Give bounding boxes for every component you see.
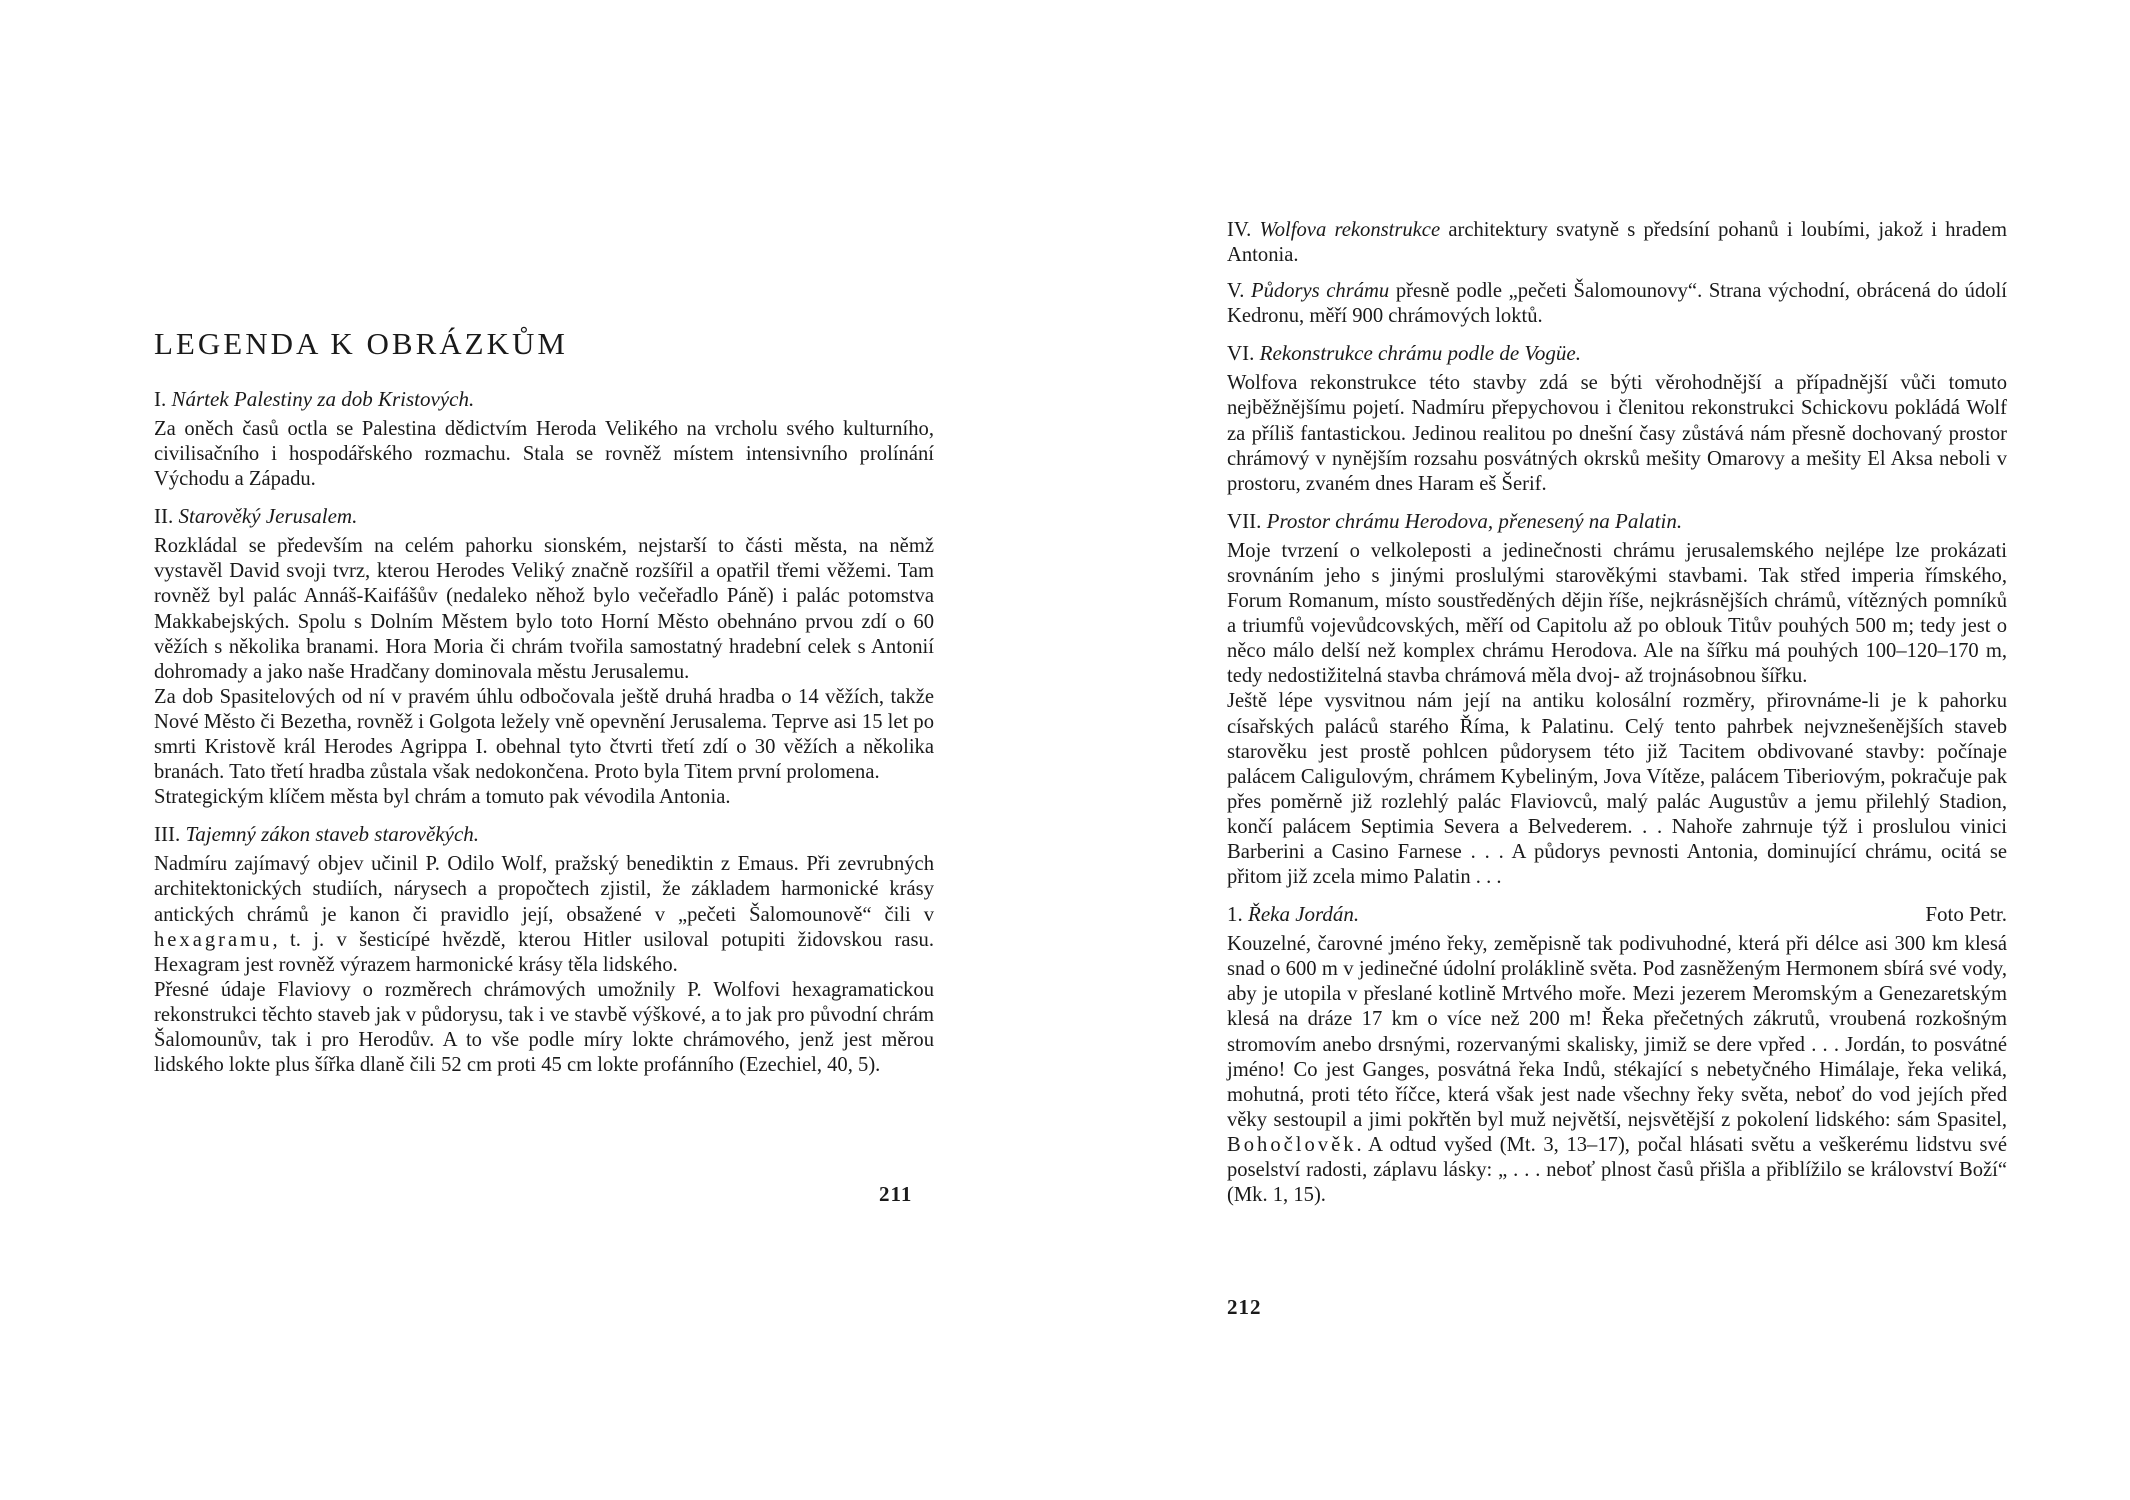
section-paragraph: Přesné údaje Flaviovy o rozměrech chrámových umožnily P. Wolfovi hexagramatickou rekonstrukci těchto staveb jak v půdorysu, tak i ve stavbě výškové, a to jak pro původní chrám Šalomounův, tak i pro Herodův. A to vše podle míry lokte chrámového, jenž jest měrou lidského lokte plus šířka dlaně čili 52 cm proti 45 cm lokte profánního (Ezechiel, 40, 5). (154, 978, 934, 1077)
section-heading: II. Starověký Jerusalem. (154, 504, 358, 529)
section-paragraph: Ještě lépe vysvitnou nám její na antiku kolosální rozměry, přirovnáme-li je k pahorku císařských paláců starého Říma, k Palatinu. Celý tento pahrbek nejvznešenějších staveb starověku jest prostě pohlcen půdorysem této již Tacitem obdivované stavby: počínaje palácem Caligulovým, chrámem Kybeliným, Jova Vítěze, palácem Tiberiovým, pokračuje pak přes poměrně již rozlehlý palác Flaviovců, malý palác Augustův a jemu přilehlý Stadion, končí palácem Septimia Severa a Belvederem. . . Nahoře zahrnuje týž i proslulou vinici Barberini a Casino Farnese . . . A půdorys pevnosti Antonia, dominující chrámu, ocitá se přitom již zcela mimo Palatin . . . (1227, 690, 2007, 889)
left-page-body (154, 386, 934, 1089)
page-number: 212 (1227, 1295, 1262, 1319)
section-paragraph: Moje tvrzení o velkoleposti a jedinečnosti chrámu jerusalemského nejlépe lze prokázati srovnáním jeho s jinými proslulými starověkými stavbami. Tak střed imperia římského, Forum Romanum, místo soustředěných dějin říše, nejkrásnějších chrámů, vítězných pomníků a triumfů vojevůdcovských, měří od Capitolu až po oblouk Titův pouhých 500 m; tedy jest o něco málo delší než komplex chrámu Herodova. Ale na šířku má pouhých 100–120–170 m, tedy nedostižitelná stavba chrámová měla dvoj- až trojnásobnou šířku. (1227, 539, 2007, 688)
section-heading: I. Nártek Palestiny za dob Kristových. (154, 387, 475, 411)
legend-section-4 (1227, 218, 2007, 268)
photo-credit: Foto Petr. (1925, 902, 2007, 927)
section-heading: III. Tajemný zákon staveb starověkých. (154, 822, 480, 847)
section-paragraph: Za dob Spasitelových od ní v pravém úhlu odbočovala ještě druhá hradba o 14 věžích, takže Nové Město či Bezetha, rovněž i Golgota ležely vně opevnění Jerusalema. Teprve asi 15 let po smrti Kristově král Herodes Agrippa I. obehnal tyto čtvrti třetí zdí o 30 věžích a několika branách. Tato třetí hradba zůstala však nedokončena. Proto byla Titem první prolomena. (154, 685, 934, 784)
page-title: LEGENDA K OBRÁZKŮM (154, 326, 568, 361)
section-paragraph: V. Půdorys chrámu přesně podle „pečeti Šalomounovy“. Strana východní, obrácená do údolí Kedronu, měří 900 chrámových loktů. (1227, 280, 2007, 328)
legend-section-5 (1227, 279, 2007, 329)
legend-section-7 (1227, 508, 2007, 890)
legend-section-6 (1227, 340, 2007, 496)
section-paragraph: Za oněch časů octla se Palestina dědictvím Heroda Velikého na vrcholu svého kulturního, civilisačního i hospodářského rozmachu. Stala se rovněž místem intensivního prolínání Východu a Západu. (154, 418, 934, 491)
legend-section-3 (154, 821, 934, 1078)
section-paragraph: Strategickým klíčem města byl chrám a tomuto pak vévodila Antonia. (154, 786, 731, 809)
section-heading: 1. Řeka Jordán. Foto Petr. (1227, 902, 2007, 927)
section-heading: VII. Prostor chrámu Herodova, přenesený na Palatin. (1227, 508, 1683, 533)
right-page-body (1227, 218, 2007, 1219)
legend-section-1 (154, 386, 934, 492)
section-paragraph: Nadmíru zajímavý objev učinil P. Odilo Wolf, pražský benediktin z Emaus. Při zevrubných architektonických studiích, nárysech a propočtech zjistil, že základem harmonické krásy antických chrámů je kanon či pravidlo její, obsažené v „pečeti Šalomounově“ čili v hexagramu, t. j. v šesticípé hvězdě, kterou Hitler usiloval potupiti židovskou rasu. Hexagram jest rovněž výrazem harmonické krásy těla lidského. (154, 853, 934, 976)
section-heading: VI. Rekonstrukce chrámu podle de Vogüe. (1227, 341, 1581, 366)
section-paragraph: Wolfova rekonstrukce této stavby zdá se býti věrohodnější a případnější vůči tomuto nejběžnějšímu pojetí. Nadmíru přepychovou i členitou rekonstrukci Schickovu pokládá Wolf za příliš fantastickou. Jedinou realitou po dnešní časy zůstává nám přesně dochovaný prostor chrámový v nynějším rozsahu posvátných okrsků mešity Omarovy a mešity El Aksa neboli v prostoru, zvaném dnes Haram eš Šerif. (1227, 372, 2007, 495)
section-paragraph: IV. Wolfova rekonstrukce architektury svatyně s předsíní pohanů i loubími, jakož i hradem Antonia. (1227, 219, 2008, 267)
legend-section-2 (154, 503, 934, 810)
legend-section-plate-1 (1227, 901, 2007, 1208)
section-paragraph: Rozkládal se především na celém pahorku sionském, nejstarší to části města, na němž vystavěl David svoji tvrz, kterou Herodes Veliký značně rozšířil a opatřil třemi věžemi. Tam rovněž byl palác Annáš-Kaifášův (nedaleko něhož bylo večeřadlo Páně) i palác potomstva Makkabejských. Spolu s Dolním Městem bylo toto Horní Město obehnáno prvou zdí o 60 věžích s několika branami. Hora Moria či chrám tvořila samostatný hradební celek s Antonií dohromady a jako naše Hradčany dominovala městu Jerusalemu. (154, 535, 934, 683)
section-paragraph: Kouzelné, čarovné jméno řeky, zeměpisně tak podivuhodné, která při délce asi 300 km klesá snad o 600 m v jedinečné údolní proláklině světa. Pod zasněženým Hermonem sbírá své vody, aby je utopila v přeslané kotlině Mrtvého moře. Mezi jezerem Meromským a Genezaretským klesá na dráze 17 km o více než 200 m! Řeka přečetných zákrutů, vroubená rozkošným stromovím anebo drsnými, rozervanými skalisky, jimiž se dere vpřed . . . Jordán, to posvátné jméno! Co jest Ganges, posvátná řeka Indů, stékající s nebetyčného Himálaje, řeka veliká, mohutná, proti této říčce, která však jest nade všechny řeky světa, neboť do vod jejích před věky sestoupil a jimi pokřtěn byl muž největší, nejsvětější z pokolení lidského: sám Spasitel, Bohočlověk. A odtud vyšed (Mt. 3, 13–17), počal hlásati světu a veškerému lidstvu své poselství radosti, záplavu lásky: „ . . . neboť plnost časů přišla a přiblížilo se království Boží“ (Mk. 1, 15). (1227, 933, 2007, 1207)
page-number: 211 (879, 1182, 913, 1206)
